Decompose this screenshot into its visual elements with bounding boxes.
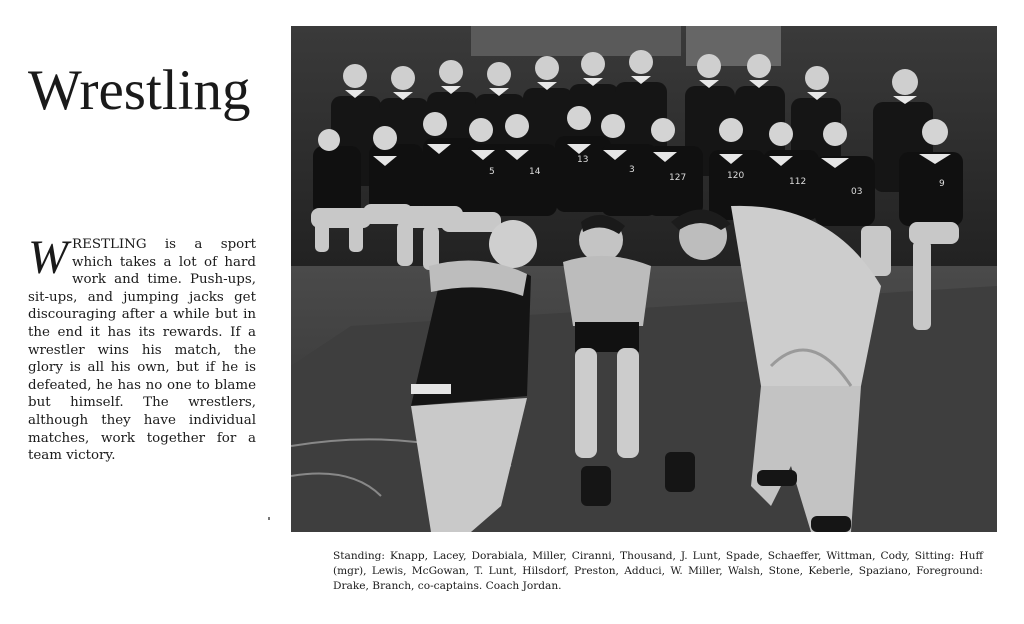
- wall-panel: [471, 26, 681, 56]
- jersey-number: 120: [727, 171, 745, 181]
- drop-cap: W: [28, 231, 68, 284]
- article-body: RESTLING is a sport which takes a lot of hard work and time. Push-ups, sit-ups, and jumping jacks get discouraging after a while but in the end it has its rewards. If a wrestler wins his match, the glory is all his own, but if he is defeated, he has no one to blame but himself. The wrestlers, although they have individual matches, work together for a team victory.: [28, 237, 256, 464]
- page-title: Wrestling: [28, 59, 251, 122]
- jersey-number: 127: [669, 173, 687, 183]
- jersey-number: 112: [789, 177, 807, 187]
- jersey-number: 03: [851, 187, 863, 197]
- jersey-number: 3: [629, 165, 635, 175]
- jersey-number: 13: [577, 155, 589, 165]
- team-photo: [291, 26, 997, 532]
- jersey-number: 5: [489, 167, 495, 177]
- jersey-number: 9: [939, 179, 945, 189]
- article-text: [28, 231, 256, 465]
- team-photo-illustration: [291, 26, 997, 532]
- print-mark: [268, 517, 270, 520]
- jersey-number: 14: [529, 167, 541, 177]
- photo-caption: Standing: Knapp, Lacey, Dorabiala, Miller, Ciranni, Thousand, J. Lunt, Spade, Schaeffer, Wittman, Cody, Sitting: Huff (mgr), Lewis, McGowan, T. Lunt, Hilsdorf, Preston, Adduci, W. Miller, Walsh, Stone, Keberle, Spaziano, Foreground: Drake, Branch, co-captains. Coach Jordan.: [333, 550, 983, 593]
